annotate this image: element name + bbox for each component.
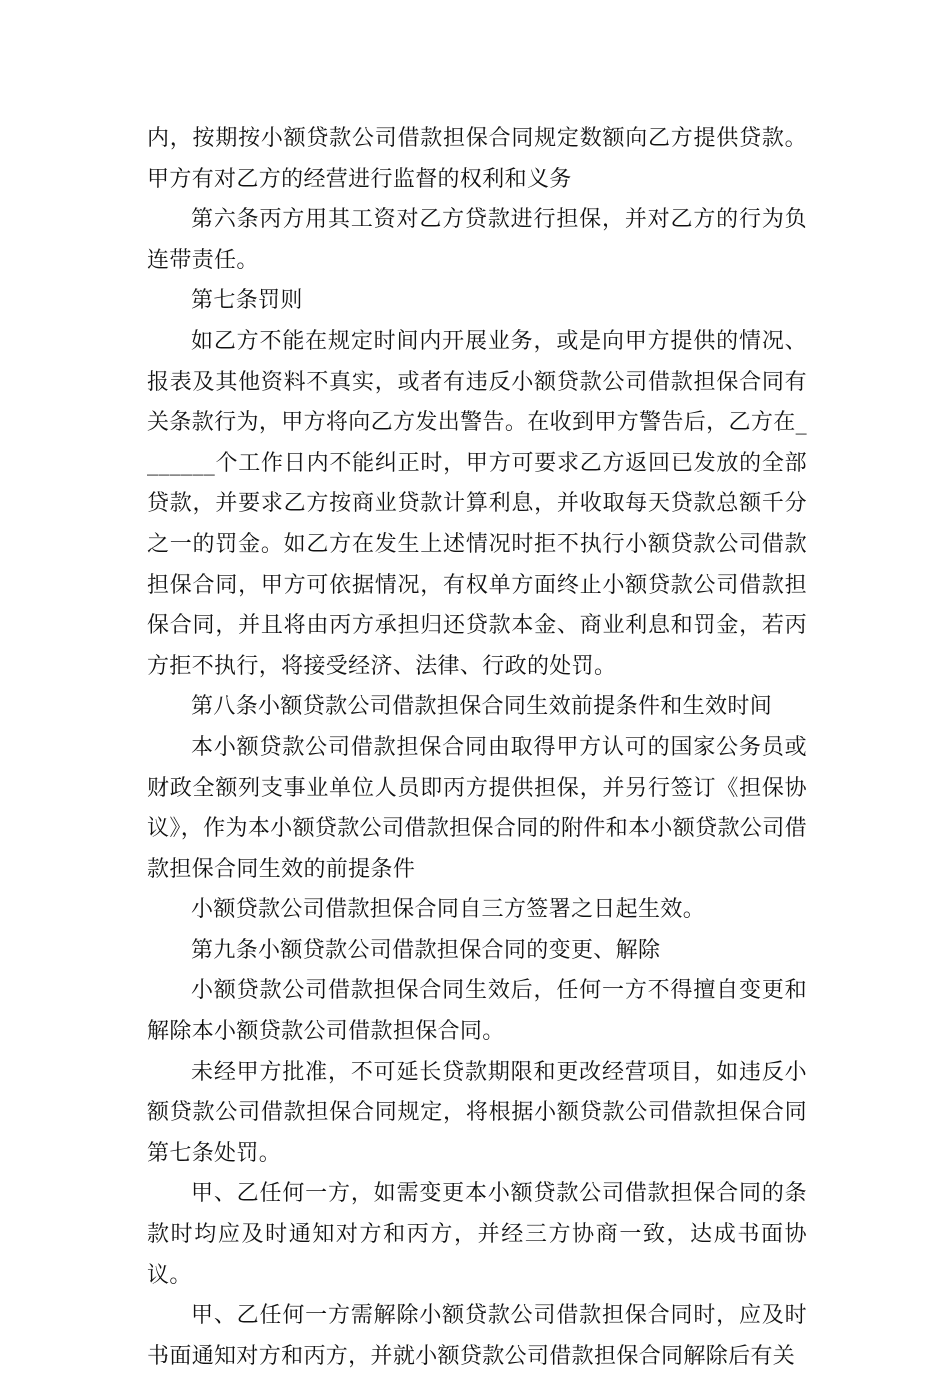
document-body [147,119,807,1377]
paragraph-continuation: 内，按期按小额贷款公司借款担保合同规定数额向乙方提供贷款。甲方有对乙方的经营进行监督的权利和义务 [147,126,807,192]
paragraph-article-7-penalty: 如乙方不能在规定时间内开展业务，或是向甲方提供的情况、报表及其他资料不真实，或者有违反小额贷款公司借款担保合同有关条款行为，甲方将向乙方发出警告。在收到甲方警告后，乙方在_______个工作日内不能纠正时，甲方可要求乙方返回已发放的全部贷款，并要求乙方按商业贷款计算利息，并收取每天贷款总额千分之一的罚金。如乙方在发生上述情况时拒不执行小额贷款公司借款担保合同，甲方可依据情况，有权单方面终止小额贷款公司借款担保合同，并且将由丙方承担归还贷款本金、商业利息和罚金，若丙方拒不执行，将接受经济、法律、行政的处罚。 [147,328,807,679]
heading-article-7: 第七条罚则 [191,288,303,314]
heading-article-8: 第八条小额贷款公司借款担保合同生效前提条件和生效时间 [191,694,773,720]
paragraph-article-9-modify: 甲、乙任何一方，如需变更本小额贷款公司借款担保合同的条款时均应及时通知对方和丙方，并经三方协商一致，达成书面协议。 [147,1181,807,1288]
paragraph-article-9-terminate: 甲、乙任何一方需解除小额贷款公司借款担保合同时，应及时书面通知对方和丙方，并就小额贷款公司借款担保合同解除后有关 [147,1303,807,1369]
heading-article-9: 第九条小额贷款公司借款担保合同的变更、解除 [191,937,661,963]
paragraph-article-8-guarantee: 本小额贷款公司借款担保合同由取得甲方认可的国家公务员或财政全额列支事业单位人员即丙方提供担保，并另行签订《担保协议》，作为本小额贷款公司借款担保合同的附件和本小额贷款公司借款担保合同生效的前提条件 [147,734,807,882]
paragraph-article-9-no-change: 小额贷款公司借款担保合同生效后，任何一方不得擅自变更和解除本小额贷款公司借款担保合同。 [147,978,807,1045]
paragraph-article-6: 第六条丙方用其工资对乙方贷款进行担保，并对乙方的行为负连带责任。 [147,207,807,273]
paragraph-article-8-effective: 小额贷款公司借款担保合同自三方签署之日起生效。 [191,897,706,923]
paragraph-article-9-approval: 未经甲方批准，不可延长贷款期限和更改经营项目，如违反小额贷款公司借款担保合同规定，将根据小额贷款公司借款担保合同第七条处罚。 [147,1059,807,1166]
